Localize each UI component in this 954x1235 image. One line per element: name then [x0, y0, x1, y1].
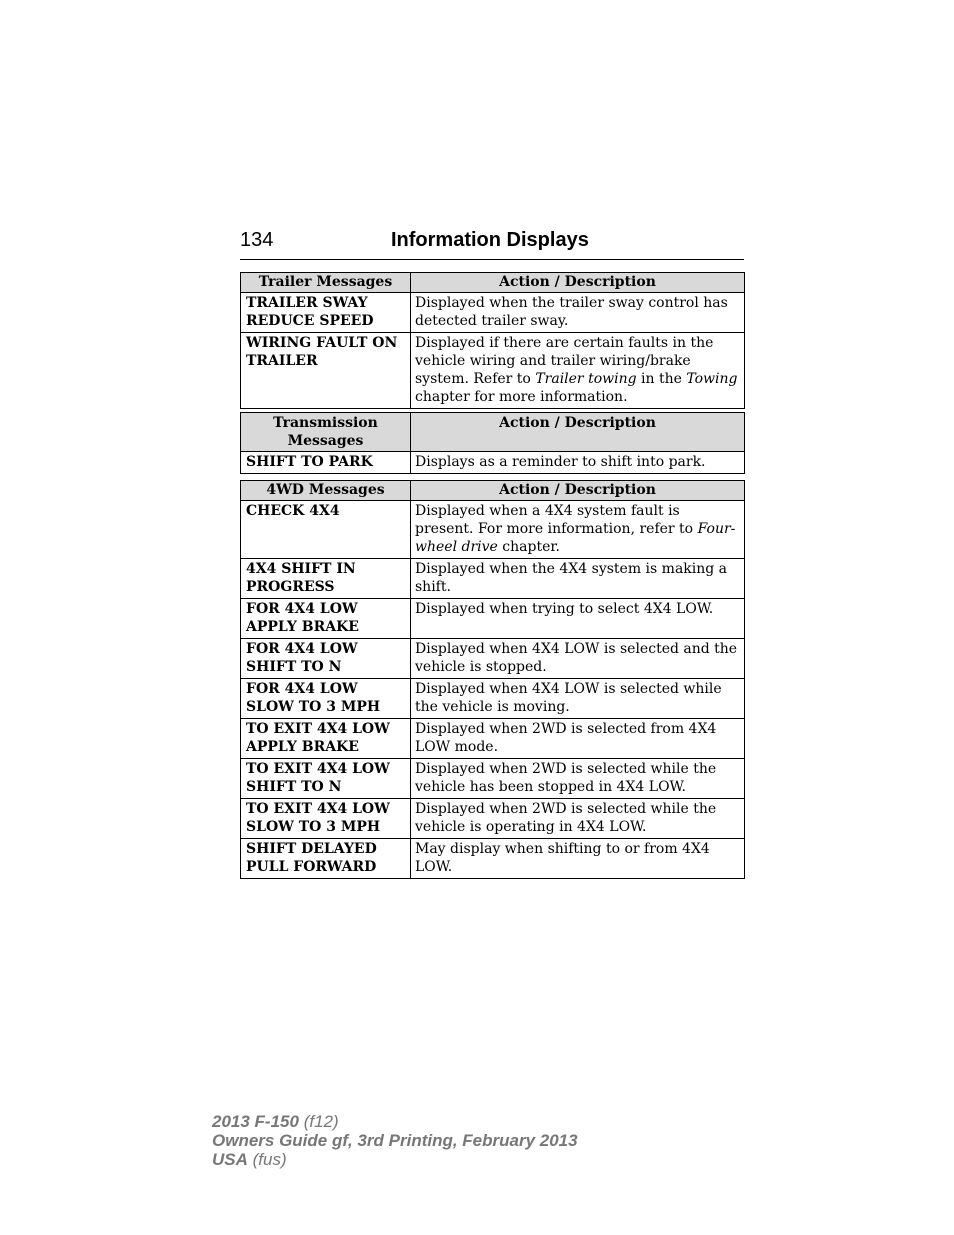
page-footer [212, 1112, 578, 1169]
table-row [241, 799, 745, 839]
description-cell [411, 333, 745, 409]
description-cell: Displayed when 4X4 LOW is selected while the vehicle is moving. [411, 679, 745, 719]
message-cell: FOR 4X4 LOW SHIFT TO N [241, 639, 411, 679]
table-header-row [241, 481, 745, 501]
table-row [241, 501, 745, 559]
4wd-messages-table [240, 480, 745, 879]
description-cell: Displayed when 2WD is selected while the vehicle is operating in 4X4 LOW. [411, 799, 745, 839]
message-cell: SHIFT TO PARK [241, 452, 411, 474]
description-text: in the [636, 371, 687, 387]
description-text: chapter for more information. [415, 389, 628, 405]
description-cell: Displayed when 2WD is selected while the vehicle has been stopped in 4X4 LOW. [411, 759, 745, 799]
message-cell: 4X4 SHIFT IN PROGRESS [241, 559, 411, 599]
description-cell: Displayed when the trailer sway control has detected trailer sway. [411, 293, 745, 333]
footer-line-edition [212, 1131, 578, 1150]
description-cell: May display when shifting to or from 4X4 LOW. [411, 839, 745, 879]
table-row [241, 679, 745, 719]
table-row [241, 719, 745, 759]
table-header-row [241, 273, 745, 293]
description-cell [411, 501, 745, 559]
message-cell: TRAILER SWAY REDUCE SPEED [241, 293, 411, 333]
table-row [241, 639, 745, 679]
page-header [240, 229, 744, 260]
footer-market-code: (fus) [252, 1150, 287, 1169]
message-cell: CHECK 4X4 [241, 501, 411, 559]
page-number: 134 [240, 229, 274, 251]
description-cell: Displayed when the 4X4 system is making a shift. [411, 559, 745, 599]
message-cell: FOR 4X4 LOW APPLY BRAKE [241, 599, 411, 639]
description-cell: Displayed when 4X4 LOW is selected and the vehicle is stopped. [411, 639, 745, 679]
message-cell: TO EXIT 4X4 LOW SLOW TO 3 MPH [241, 799, 411, 839]
trailer-messages-table [240, 272, 745, 409]
description-cell: Displayed when trying to select 4X4 LOW. [411, 599, 745, 639]
description-text: Displayed if there are certain faults in the vehicle wiring and trailer wiring/brake system. Refer to [415, 335, 714, 387]
description-cell: Displays as a reminder to shift into park. [411, 452, 745, 474]
chapter-reference: Trailer towing [535, 371, 637, 387]
column-header-action: Action / Description [411, 413, 745, 452]
table-row [241, 333, 745, 409]
footer-market: USA [212, 1150, 248, 1169]
transmission-messages-table [240, 412, 745, 474]
description-text: chapter. [497, 539, 560, 555]
footer-line-market [212, 1150, 578, 1169]
table-row [241, 293, 745, 333]
column-header-action: Action / Description [411, 481, 745, 501]
message-cell: FOR 4X4 LOW SLOW TO 3 MPH [241, 679, 411, 719]
message-cell: SHIFT DELAYED PULL FORWARD [241, 839, 411, 879]
column-header-action: Action / Description [411, 273, 745, 293]
table-row [241, 759, 745, 799]
footer-model-code: (f12) [303, 1112, 339, 1131]
table-row [241, 599, 745, 639]
chapter-reference: Four-wheel drive [415, 521, 736, 555]
message-cell: TO EXIT 4X4 LOW APPLY BRAKE [241, 719, 411, 759]
chapter-reference: Towing [686, 371, 738, 387]
table-row [241, 839, 745, 879]
footer-model: 2013 F-150 [212, 1112, 299, 1131]
column-header-messages: 4WD Messages [241, 481, 411, 501]
description-text: Displayed when a 4X4 system fault is present. For more information, refer to [415, 503, 698, 537]
table-header-row [241, 413, 745, 452]
page-title: Information Displays [391, 229, 589, 251]
footer-line-model [212, 1112, 578, 1131]
table-row [241, 452, 745, 474]
message-cell: WIRING FAULT ON TRAILER [241, 333, 411, 409]
column-header-messages: Transmission Messages [241, 413, 411, 452]
description-cell: Displayed when 2WD is selected from 4X4 LOW mode. [411, 719, 745, 759]
message-cell: TO EXIT 4X4 LOW SHIFT TO N [241, 759, 411, 799]
column-header-messages: Trailer Messages [241, 273, 411, 293]
footer-edition: Owners Guide gf, 3rd Printing, February 2013 [212, 1131, 578, 1150]
table-row [241, 559, 745, 599]
